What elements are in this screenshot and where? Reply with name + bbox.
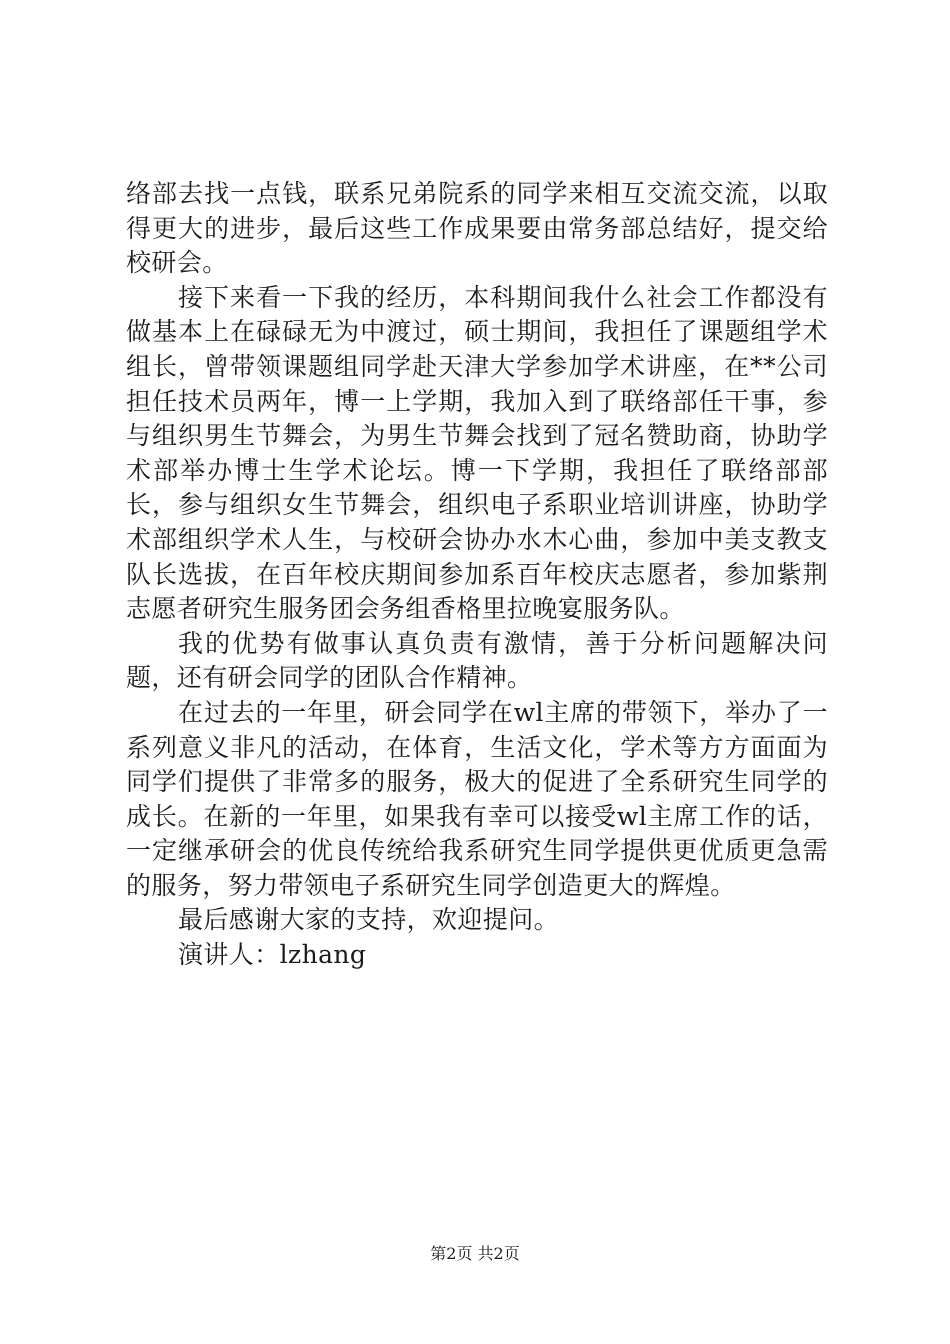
paragraph-thanks: 最后感谢大家的支持，欢迎提问。 — [178, 905, 560, 935]
speaker-signature: 演讲人：lzhang — [178, 940, 367, 970]
paragraph-strengths: 我的优势有做事认真负责有激情，善于分析问题解决问题，还有研会同学的团队合作精神。 — [126, 628, 828, 693]
document-body — [126, 177, 828, 973]
paragraph-outlook: 在过去的一年里，研会同学在wl主席的带领下，举办了一系列意义非凡的活动，在体育，生活文化，学术等方方面面为同学们提供了非常多的服务，极大的促进了全系研究生同学的成长。在新的一年里，如果我有幸可以接受wl主席工作的话，一定继承研会的优良传统给我系研究生同学提供更优质更急需的服务，努力带领电子系研究生同学创造更大的辉煌。 — [126, 697, 828, 900]
paragraph-continuation: 络部去找一点钱，联系兄弟院系的同学来相互交流交流，以取得更大的进步，最后这些工作成果要由常务部总结好，提交给校研会。 — [126, 179, 828, 278]
paragraph-experience: 接下来看一下我的经历，本科期间我什么社会工作都没有做基本上在碌碌无为中渡过，硕士期间，我担任了课题组学术组长，曾带领课题组同学赴天津大学参加学术讲座，在**公司担任技术员两年，博一上学期，我加入到了联络部任干事，参与组织男生节舞会，为男生节舞会找到了冠名赞助商，协助学术部举办博士生学术论坛。博一下学期，我担任了联络部部长，参与组织女生节舞会，组织电子系职业培训讲座，协助学术部组织学术人生，与校研会协办水木心曲，参加中美支教支队长选拔，在百年校庆期间参加系百年校庆志愿者，参加紫荆志愿者研究生服务团会务组香格里拉晚宴服务队。 — [126, 282, 828, 624]
page-footer: 第2页 共2页 — [430, 1244, 520, 1263]
